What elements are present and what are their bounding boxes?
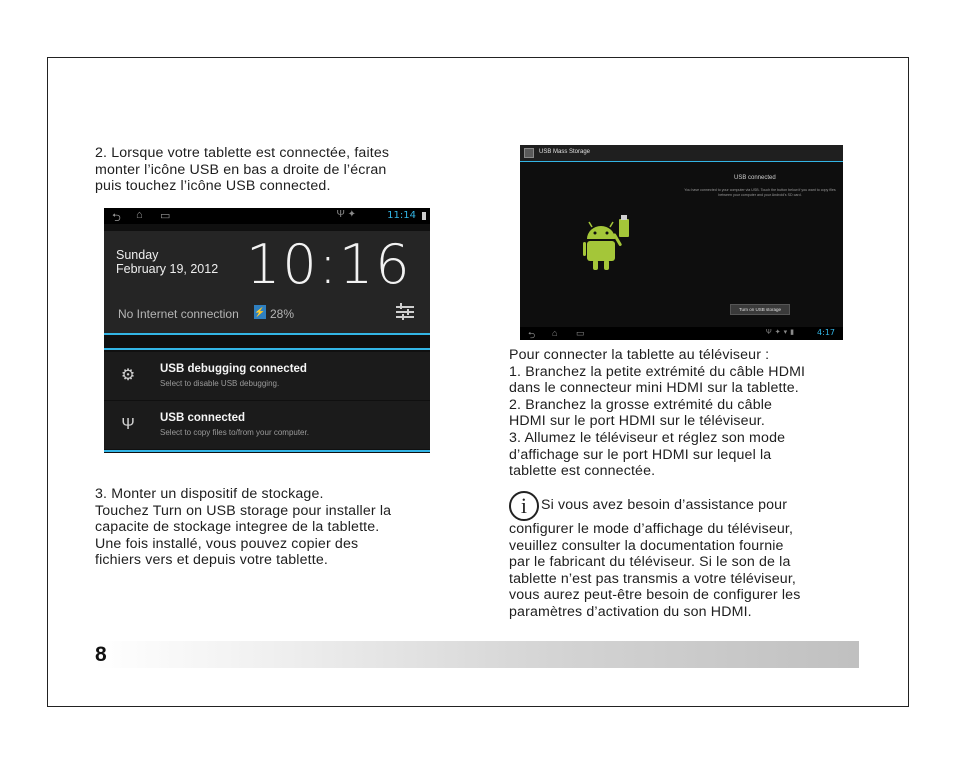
note-line: tablette n’est pas transmis a votre téléviseur, [509, 570, 796, 587]
note-line: paramètres d’activation du son HDMI. [509, 603, 752, 620]
battery-percent: 28% [270, 307, 295, 321]
step3-line: 3. Monter un dispositif de stockage. [95, 486, 324, 502]
note-line: veuillez consulter la documentation fournie [509, 537, 784, 554]
usb-connected-heading: USB connected [734, 175, 776, 181]
notification-title: USB debugging connected [160, 363, 307, 375]
home-icon: ⌂ [552, 328, 558, 338]
back-icon: ⮌ [112, 212, 121, 224]
no-internet-label: No Internet connection [118, 307, 239, 321]
recent-apps-icon: ▭ [576, 328, 585, 338]
action-bar-divider [520, 161, 843, 162]
settings-sliders-icon [396, 303, 414, 321]
notification-usb-connected [104, 401, 430, 449]
note-line: configurer le mode d’affichage du téléviseur, [509, 521, 794, 537]
notification-header [104, 231, 430, 335]
step3-line: capacite de stockage integree de la tablette. [95, 519, 380, 536]
note-line: par le fabricant du téléviseur. Si le son de la [509, 554, 791, 571]
battery-status-icon [422, 212, 426, 220]
date-label: February 19, 2012 [116, 262, 219, 276]
hdmi-line: Pour connecter la tablette au téléviseur : [509, 347, 770, 363]
usb-icon: Ψ [121, 416, 135, 433]
status-time: 11:14 [387, 210, 416, 221]
status-bar [520, 327, 843, 340]
usb-storage-screenshot [520, 145, 843, 340]
status-time: 4:17 [817, 328, 835, 337]
page-number: 8 [95, 643, 107, 666]
divider-line [104, 450, 430, 452]
android-usb-icon [583, 215, 633, 275]
android-debug-icon: ⚙ [120, 367, 136, 384]
action-bar [520, 145, 843, 161]
hdmi-line: 2. Branchez la grosse extrémité du câble [509, 396, 773, 413]
turn-on-usb-storage-button[interactable]: Turn on USB storage [730, 304, 790, 315]
intro-line: monter l’icône USB en bas a droite de l’écran [95, 161, 387, 178]
hdmi-line: tablette est connectée. [509, 463, 656, 480]
intro-paragraph [95, 145, 389, 195]
notification-usb-debugging [104, 352, 430, 400]
back-icon: ⮌ [528, 330, 536, 340]
note-first-line [509, 491, 800, 521]
notification-subtitle: Select to copy files to/from your computer. [160, 428, 309, 437]
hdmi-line: HDMI sur le port HDMI sur le téléviseur. [509, 413, 765, 430]
hdmi-line: 3. Allumez le téléviseur et réglez son mode [509, 429, 786, 446]
step3-line: fichiers vers et depuis votre tablette. [95, 552, 328, 569]
intro-line: puis touchez l’icône USB connected. [95, 178, 331, 195]
footer-bar [94, 641, 859, 668]
status-bar [104, 208, 430, 224]
hdmi-line: d’affichage sur le port HDMI sur lequel la [509, 446, 772, 463]
usb-connected-description: You have connected to your computer via USB. Touch the button below if you want to copy files between your computer and your Android's SD card. [684, 188, 836, 197]
usb-status-icon: Ψ ✦ [336, 209, 356, 220]
intro-line: 2. Lorsque votre tablette est connectée, faites [95, 145, 390, 161]
big-clock: 10:16 [246, 233, 412, 296]
note-line: Si vous avez besoin d’assistance pour [541, 497, 788, 513]
divider-line [104, 348, 430, 350]
home-icon: ⌂ [136, 209, 143, 221]
day-label: Sunday [116, 248, 159, 262]
hdmi-line: 1. Branchez la petite extrémité du câble HDMI [509, 363, 806, 380]
notification-subtitle: Select to disable USB debugging. [160, 379, 280, 388]
assistance-note [509, 491, 800, 621]
notification-screenshot [104, 208, 430, 453]
hdmi-line: dans le connecteur mini HDMI sur la tablette. [509, 380, 799, 397]
app-title: USB Mass Storage [539, 149, 591, 155]
note-line: vous aurez peut-être besoin de configurer les [509, 587, 801, 604]
hdmi-paragraph [509, 347, 805, 480]
notification-title: USB connected [160, 412, 245, 424]
step3-line: Touchez Turn on USB storage pour installer la [95, 502, 392, 519]
app-icon [524, 148, 534, 158]
divider-line [104, 333, 430, 335]
recent-apps-icon: ▭ [160, 210, 171, 222]
step3-line: Une fois installé, vous pouvez copier des [95, 535, 359, 552]
battery-icon: ⚡ [254, 307, 266, 317]
step3-paragraph [95, 486, 391, 569]
info-icon: i [509, 491, 539, 521]
status-indicator-icons: Ψ✦▾▮ [765, 329, 797, 336]
